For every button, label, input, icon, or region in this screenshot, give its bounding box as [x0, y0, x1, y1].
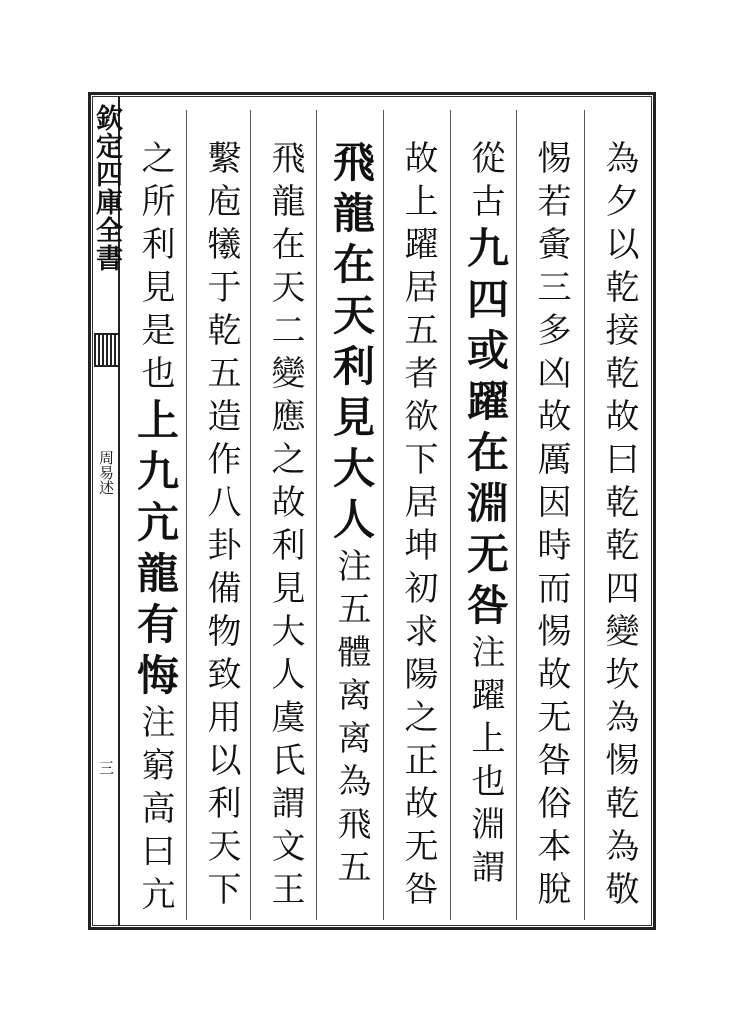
book-title: 欽定四庫全書 — [91, 104, 122, 272]
text-column-2 — [522, 140, 580, 920]
column-rule — [316, 110, 317, 920]
text-column-8 — [126, 140, 184, 920]
text-column-4 — [389, 140, 447, 920]
text-column-6 — [256, 140, 314, 920]
commentary-text-segment: 飛龍在天二變應之故利見大人虞氏謂文王 — [265, 140, 305, 914]
column-rule — [584, 110, 585, 920]
commentary-text-segment: 之所利見是也 — [135, 140, 175, 398]
column-rule — [516, 110, 517, 920]
text-column-5 — [322, 140, 380, 920]
column-rule — [186, 110, 187, 920]
page-number: 三 — [97, 760, 115, 775]
main-text-segment: 九四或躍在淵无咎 — [461, 226, 510, 634]
commentary-text-segment: 惕若夤三多凶故厲因時而惕故无咎俗本脫 — [531, 140, 571, 914]
main-text-segment: 上九亢龍有悔 — [131, 398, 180, 704]
column-rule — [383, 110, 384, 920]
commentary-text-segment: 從古 — [465, 140, 505, 226]
text-column-1 — [590, 140, 648, 920]
commentary-text-segment: 故上躍居五者欲下居坤初求陽之正故无咎 — [398, 140, 438, 914]
commentary-text-segment: 注窮高曰亢 — [135, 704, 175, 919]
commentary-text-segment: 繫庖犧于乾五造作八卦備物致用以利天下 — [201, 140, 241, 914]
commentary-text-segment: 注五體离离為飛五 — [331, 548, 371, 892]
commentary-text-segment: 為夕以乾接乾故曰乾乾四變坎為惕乾為敬 — [599, 140, 639, 914]
fishtail-mark — [94, 333, 118, 367]
main-text-segment: 飛龍在天利見大人 — [327, 140, 376, 548]
volume-title: 周易述 — [97, 450, 115, 495]
column-rule — [450, 110, 451, 920]
text-column-7 — [192, 140, 250, 920]
column-rule — [250, 110, 251, 920]
text-column-3 — [456, 140, 514, 920]
commentary-text-segment: 注躍上也淵謂 — [465, 634, 505, 892]
